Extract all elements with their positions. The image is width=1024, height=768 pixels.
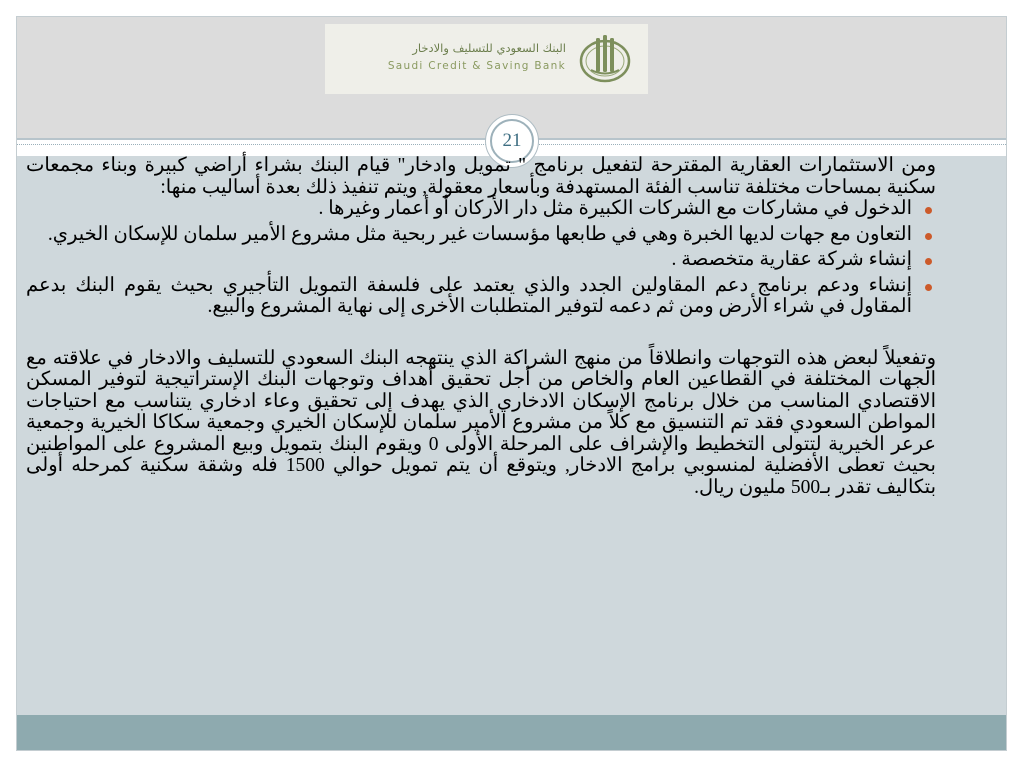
second-paragraph: وتفعيلاً لبعض هذه التوجهات وانطلاقاً من منهج الشراكة الذي ينتهجه البنك السعودي للتسليف والادخار في علاقته مع الجهات المختلفة في القطاعين العام والخاص من أجل تحقيق أهداف وتوجهات البنك الإستراتيجية لتوفير المسكن الاقتصادي المناسب من خلال برنامج الإسكان الادخاري الذي يهدف إلى تحقيق وعاء ادخاري يتناسب مع احتياجات المواطن السعودي فقد تم التنسيق مع كلاً من مشروع الأمير سلمان للإسكان الخيري وجمعية سكاكا الخيرية وجمعية عرعر الخيرية لتتولى التخطيط والإشراف على المرحلة الأولى 0 ويقوم البنك بتمويل وبيع المشروع على المواطنين بحيث تعطى الأفضلية لمنسوبي برامج الادخار, ويتوقع أن يتم تمويل حوالي 1500 فله وشقة سكنية كمرحله أولى بتكاليف تقدر بـ500 مليون ريال. bbox=[26, 347, 936, 498]
bullet-text: التعاون مع جهات لديها الخبرة وهي في طابعها مؤسسات غير ربحية مثل مشروع الأمير سلمان للإسكان الخيري. bbox=[47, 223, 912, 245]
bullet-dot-icon bbox=[925, 258, 932, 265]
bullet-dot-icon bbox=[925, 207, 932, 214]
slide-content bbox=[26, 155, 936, 498]
list-item bbox=[26, 249, 936, 271]
bullet-dot-icon bbox=[925, 284, 932, 291]
page-number: 21 bbox=[490, 119, 534, 163]
bullet-text: إنشاء شركة عقارية متخصصة . bbox=[671, 249, 912, 270]
list-item bbox=[26, 224, 936, 246]
bullet-text: إنشاء ودعم برنامج دعم المقاولين الجدد والذي يعتمد على فلسفة التمويل التأجيري بحيث يقوم البنك بدعم المقاول في شراء الأرض ومن ثم دعمه لتوفير المتطلبات الأخرى إلى نهاية المشروع والبيع. bbox=[26, 274, 912, 317]
logo-english-name: Saudi Credit & Saving Bank bbox=[387, 60, 566, 72]
bank-logo bbox=[325, 24, 648, 94]
intro-paragraph: ومن الاستثمارات العقارية المقترحة لتفعيل برنامج " تمويل وادخار" قيام البنك بشراء أراضي كبيرة وبناء مجمعات سكنية بمساحات مختلفة تناسب الفئة المستهدفة وبأسعار معقولة, ويتم تنفيذ ذلك بعدة أساليب منها: bbox=[26, 155, 936, 198]
bullet-text: الدخول في مشاركات مع الشركات الكبيرة مثل دار الأركان أو أعمار وغيرها . bbox=[318, 198, 912, 219]
footer-bar bbox=[17, 715, 1006, 751]
bullet-list bbox=[26, 198, 936, 318]
wheat-sheaf-emblem-icon bbox=[577, 30, 633, 86]
list-item bbox=[26, 275, 936, 318]
list-item bbox=[26, 198, 936, 220]
logo-arabic-name: البنك السعودي للتسليف والادخار bbox=[412, 41, 566, 55]
bullet-dot-icon bbox=[925, 233, 932, 240]
